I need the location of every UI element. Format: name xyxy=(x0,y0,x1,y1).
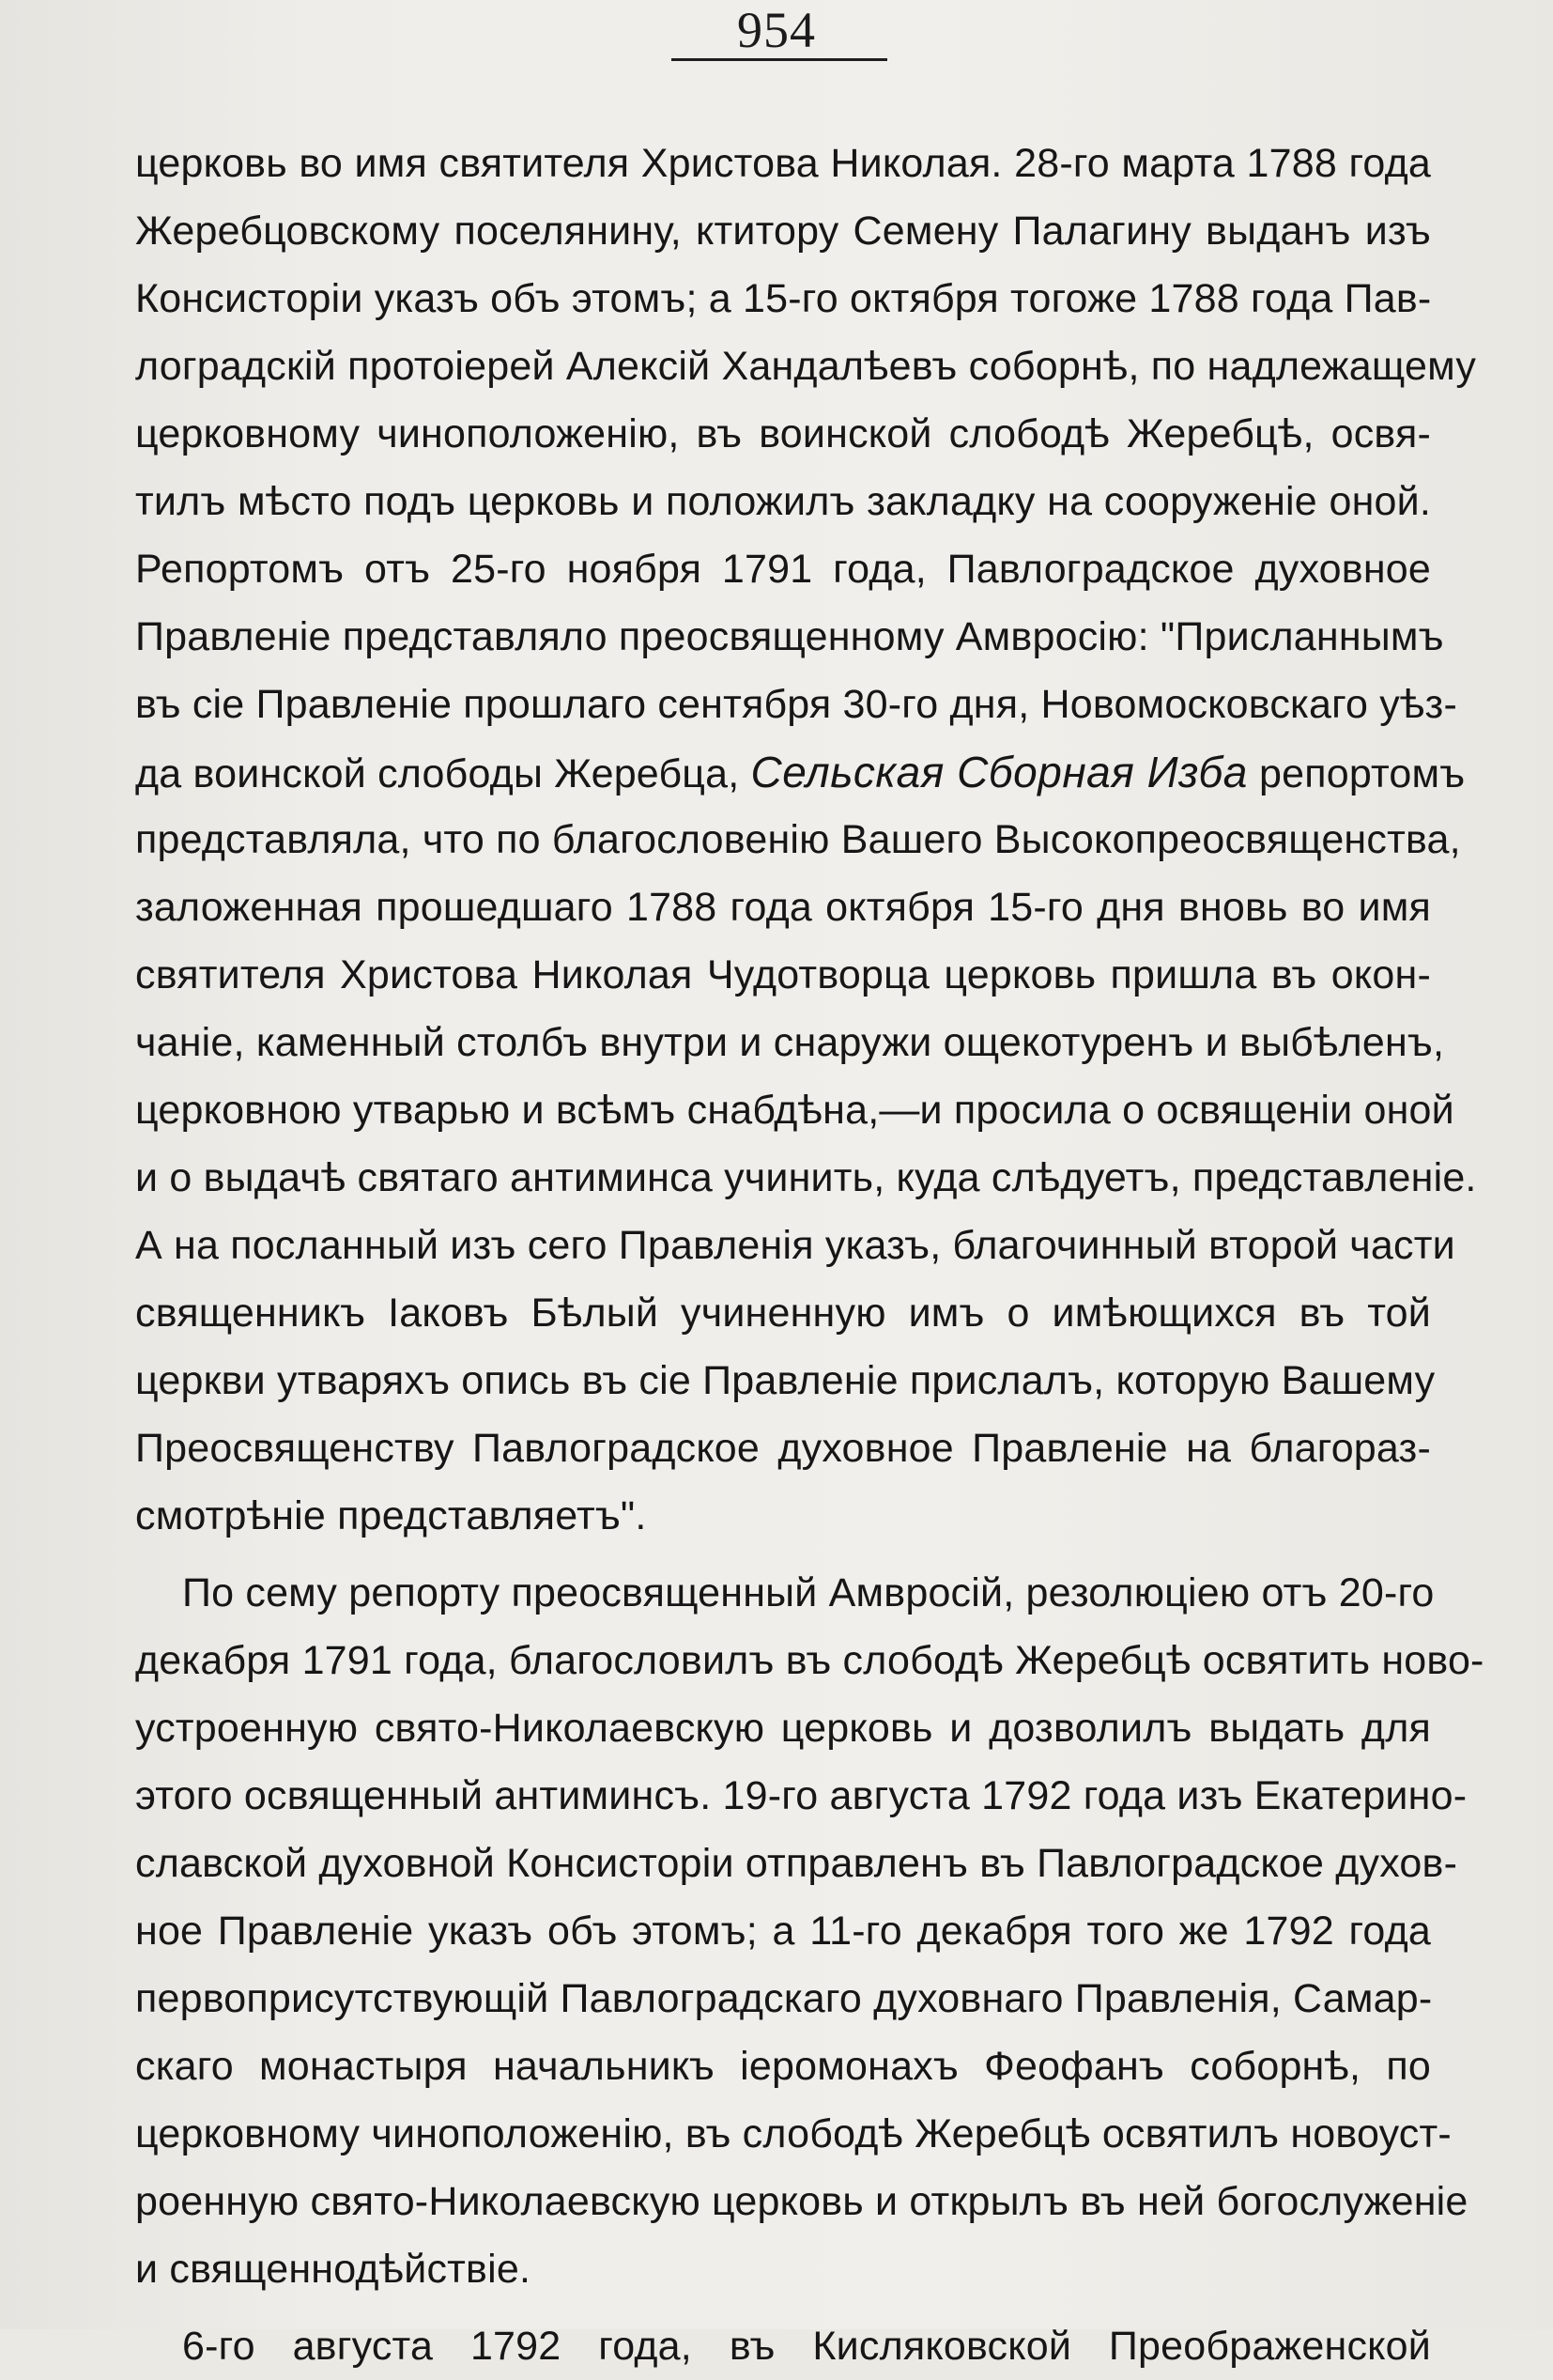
text-line: церковною утварью и всѣмъ снабдѣна,—и просила о освященіи оной xyxy=(135,1088,1454,1133)
text-line: представляла, что по благословенію Вашего Высокопреосвященства, xyxy=(135,817,1461,862)
text-line: первоприсутствующій Павлоградскаго духовнаго Правленія, Самар- xyxy=(135,1976,1433,2021)
text-line: скаго монастыря начальникъ іеромонахъ Феофанъ соборнѣ, по xyxy=(135,2044,1431,2089)
paragraph-3 xyxy=(135,2312,1431,2380)
italic-phrase: Сельская Сборная Изба xyxy=(750,748,1248,796)
paragraph-gap xyxy=(135,1550,1431,1559)
text-line: По сему репорту преосвященный Амвросій, резолюціею отъ 20-го xyxy=(182,1570,1435,1615)
text-line: Консисторіи указъ объ этомъ; а 15-го октября тогоже 1788 года Пав- xyxy=(135,276,1432,321)
text-line: церковь во имя святителя Христова Николая. 28-го марта 1788 года xyxy=(135,141,1431,186)
header-rule xyxy=(671,58,887,61)
line-segment-before: да воинской слободы Жеребца, xyxy=(135,751,740,796)
text-line: священникъ Іаковъ Бѣлый учиненную имъ о имѣющихся въ той xyxy=(135,1290,1431,1336)
text-line: этого освященный антиминсъ. 19-го августа 1792 года изъ Екатерино- xyxy=(135,1773,1468,1818)
text-line: чаніе, каменный столбъ внутри и снаружи ощекотуренъ и выбѣленъ, xyxy=(135,1020,1445,1065)
paragraph-gap xyxy=(135,2303,1431,2312)
text-line-with-italic xyxy=(135,738,1466,806)
text-line: Жеребцовскому поселянину, ктитору Семену Палагину выданъ изъ xyxy=(135,209,1431,254)
page-number: 954 xyxy=(737,2,816,58)
text-line: святителя Христова Николая Чудотворца церковь пришла въ окон- xyxy=(135,952,1431,997)
paragraph-1 xyxy=(135,130,1477,1550)
text-line: А на посланный изъ сего Правленія указъ, благочинный второй части xyxy=(135,1223,1455,1268)
text-line: Преосвященству Павлоградское духовное Правленіе на благораз- xyxy=(135,1426,1431,1471)
text-line: устроенную свято-Николаевскую церковь и дозволилъ выдать для xyxy=(135,1706,1431,1751)
text-line: ное Правленіе указъ объ этомъ; а 11-го декабря того же 1792 года xyxy=(135,1909,1431,1954)
text-line: и о выдачѣ святаго антиминса учинить, куда слѣдуетъ, представленіе. xyxy=(135,1155,1477,1200)
text-line: въ сіе Правленіе прошлаго сентября 30-го дня, Новомосковскаго уѣз- xyxy=(135,682,1457,727)
text-line: церковному чиноположенію, въ слободѣ Жеребцѣ освятилъ новоуст- xyxy=(135,2111,1452,2156)
text-line: роенную свято-Николаевскую церковь и открылъ въ ней богослуженіе xyxy=(135,2179,1468,2224)
text-line: тилъ мѣсто подъ церковь и положилъ закладку на сооруженіе оной. xyxy=(135,479,1431,524)
text-line: заложенная прошедшаго 1788 года октября 15-го дня вновь во имя xyxy=(135,885,1431,930)
body-text xyxy=(135,130,1484,2380)
text-line: и священнодѣйствіе. xyxy=(135,2247,531,2292)
text-line: церкви утваряхъ опись въ сіе Правленіе прислалъ, которую Вашему xyxy=(135,1358,1436,1403)
text-line: славской духовной Консисторіи отправленъ въ Павлоградское духов- xyxy=(135,1841,1458,1886)
text-line: смотрѣніе представляетъ". xyxy=(135,1493,647,1538)
line-segment-after: репортомъ xyxy=(1258,751,1466,796)
text-line: декабря 1791 года, благословилъ въ слободѣ Жеребцѣ освятить ново- xyxy=(135,1638,1484,1683)
text-line: Репортомъ отъ 25-го ноября 1791 года, Павлоградское духовное xyxy=(135,547,1431,592)
text-line: лоградскій протоіерей Алексій Хандалѣевъ соборнѣ, по надлежащему xyxy=(135,344,1477,389)
text-line: церковному чиноположенію, въ воинской слободѣ Жеребцѣ, освя- xyxy=(135,411,1431,456)
text-line: 6-го августа 1792 года, въ Кисляковской Преображенской xyxy=(182,2324,1431,2369)
paragraph-2 xyxy=(135,1559,1484,2303)
text-line: Правленіе представляло преосвященному Амвросію: "Присланнымъ xyxy=(135,614,1444,659)
